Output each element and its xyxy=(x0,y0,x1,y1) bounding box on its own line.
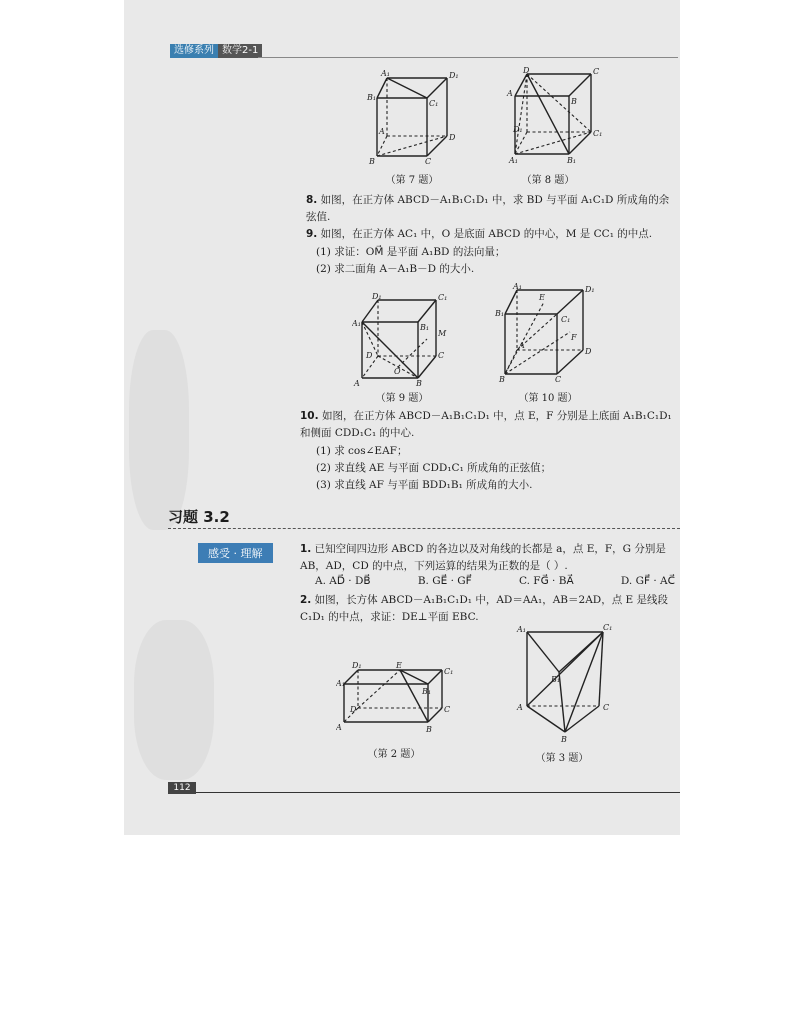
problem-number: 10. xyxy=(300,410,319,422)
svg-text:A₁: A₁ xyxy=(513,282,522,291)
svg-text:D: D xyxy=(366,351,373,360)
problem-8 xyxy=(306,192,676,226)
header-rule xyxy=(258,57,678,58)
figure-10-cube xyxy=(495,282,600,386)
figure-8-cube xyxy=(505,66,605,166)
section-rule xyxy=(168,528,680,529)
svg-text:D₁: D₁ xyxy=(352,661,362,670)
exercise-1-choices xyxy=(315,575,675,587)
problem-9 xyxy=(306,226,676,243)
svg-text:B: B xyxy=(369,157,375,166)
svg-text:A₁: A₁ xyxy=(509,156,518,165)
series-label: 选修系列 xyxy=(170,44,218,58)
svg-text:D: D xyxy=(350,705,357,714)
choice-c: C. FG⃗ · BA⃗ xyxy=(518,575,574,587)
scan-shadow xyxy=(129,330,189,530)
figure-9-caption: （第 9 题） xyxy=(375,393,429,404)
section-title: 习题 3.2 xyxy=(168,508,230,526)
footer-rule xyxy=(196,792,680,793)
svg-text:A₁: A₁ xyxy=(352,319,361,328)
problem-9-part-2: (2) 求二面角 A－A₁B－D 的大小. xyxy=(316,263,475,275)
svg-text:B: B xyxy=(416,379,422,388)
svg-text:D: D xyxy=(585,347,592,356)
problem-text: 如图，在正方体 AC₁ 中，O 是底面 ABCD 的中心，M 是 CC₁ 的中点. xyxy=(320,228,653,240)
page-number: 112 xyxy=(168,782,196,794)
exercise-text: 如图，长方体 ABCD－A₁B₁C₁D₁ 中，AD＝AA₁，AB＝2AD，点 E 是线段 C₁D₁ 的中点，求证：DE⊥平面 EBC. xyxy=(300,594,669,623)
svg-text:C: C xyxy=(603,703,610,712)
svg-text:C: C xyxy=(593,67,600,76)
svg-text:M: M xyxy=(438,329,447,338)
svg-text:B₁: B₁ xyxy=(495,309,505,318)
figure-10-caption: （第 10 题） xyxy=(518,393,578,404)
problem-number: 8. xyxy=(306,194,318,206)
svg-text:A: A xyxy=(379,127,385,136)
figure-9-cube xyxy=(352,292,452,388)
svg-text:C: C xyxy=(555,375,562,384)
problem-text: 如图，在正方体 ABCD－A₁B₁C₁D₁ 中，求 BD 与平面 A₁C₁D 所成角的余弦值. xyxy=(306,194,670,223)
problem-10 xyxy=(300,408,676,442)
svg-text:D: D xyxy=(449,133,456,142)
section-badge: 感受 · 理解 xyxy=(198,543,273,563)
exercise-number: 1. xyxy=(300,543,312,555)
svg-text:D₁: D₁ xyxy=(449,71,459,80)
svg-text:B₁: B₁ xyxy=(420,323,430,332)
svg-text:A₁: A₁ xyxy=(381,69,390,78)
page-header xyxy=(170,44,262,58)
figure-7-caption: （第 7 题） xyxy=(385,175,439,186)
svg-text:B₁: B₁ xyxy=(367,93,377,102)
choice-d: D. GF⃗ · AC⃗ xyxy=(620,575,675,587)
svg-text:D₁: D₁ xyxy=(513,125,523,134)
svg-text:F: F xyxy=(571,333,577,342)
svg-text:C₁: C₁ xyxy=(561,315,571,324)
svg-text:A₁: A₁ xyxy=(517,625,526,634)
problem-10-part-1: (1) 求 cos∠EAF； xyxy=(316,445,408,457)
book-label: 数学2-1 xyxy=(218,44,262,58)
svg-text:A: A xyxy=(517,703,523,712)
problem-number: 9. xyxy=(306,228,318,240)
problem-text: 如图，在正方体 ABCD－A₁B₁C₁D₁ 中，点 E，F 分别是上底面 A₁B₁C₁D₁ 和侧面 CDD₁C₁ 的中心. xyxy=(300,410,672,439)
exercise-1 xyxy=(300,541,676,575)
choice-b: B. GE⃗ · GF⃗ xyxy=(417,575,472,587)
svg-text:A: A xyxy=(354,379,360,388)
figure-3-prism xyxy=(515,624,620,744)
svg-text:C₁: C₁ xyxy=(444,667,454,676)
svg-text:A₁: A₁ xyxy=(336,679,345,688)
figure-8-caption: （第 8 题） xyxy=(521,175,575,186)
svg-text:C₁: C₁ xyxy=(438,293,448,302)
svg-text:D₁: D₁ xyxy=(372,292,382,301)
problem-10-part-3: (3) 求直线 AF 与平面 BDD₁B₁ 所成角的大小. xyxy=(316,479,533,491)
svg-text:B: B xyxy=(499,375,505,384)
svg-text:B: B xyxy=(561,735,567,744)
problem-9-part-1: (1) 求证：OM⃗ 是平面 A₁BD 的法向量； xyxy=(316,246,506,258)
svg-text:D: D xyxy=(523,66,530,75)
exercise-2 xyxy=(300,592,676,626)
svg-text:C₁: C₁ xyxy=(429,99,439,108)
svg-text:B₁: B₁ xyxy=(551,675,561,684)
svg-text:B₁: B₁ xyxy=(422,687,432,696)
figure-3-caption: （第 3 题） xyxy=(535,753,589,764)
svg-text:C₁: C₁ xyxy=(593,129,603,138)
svg-text:C₁: C₁ xyxy=(603,624,613,632)
problem-10-part-2: (2) 求直线 AE 与平面 CDD₁C₁ 所成角的正弦值； xyxy=(316,462,552,474)
svg-text:A: A xyxy=(336,723,342,732)
svg-text:D₁: D₁ xyxy=(585,285,595,294)
svg-text:C: C xyxy=(425,157,432,166)
scan-shadow xyxy=(134,620,214,780)
exercise-number: 2. xyxy=(300,594,312,606)
svg-text:E: E xyxy=(396,661,402,670)
svg-text:B: B xyxy=(571,97,577,106)
svg-text:A: A xyxy=(519,341,525,350)
svg-text:C: C xyxy=(438,351,445,360)
svg-text:A: A xyxy=(507,89,513,98)
figure-2-caption: （第 2 题） xyxy=(367,749,421,760)
svg-text:E: E xyxy=(539,293,545,302)
svg-text:C: C xyxy=(444,705,451,714)
figure-7-cube xyxy=(365,68,465,166)
choice-a: A. AD⃗ · DB⃗ xyxy=(315,575,371,587)
figure-2-cuboid xyxy=(336,660,456,738)
svg-text:O: O xyxy=(394,367,401,376)
page-footer xyxy=(168,782,680,792)
svg-text:B₁: B₁ xyxy=(567,156,577,165)
svg-text:B: B xyxy=(426,725,432,734)
exercise-text: 已知空间四边形 ABCD 的各边以及对角线的长都是 a，点 E，F，G 分别是 AB，AD，CD 的中点，下列运算的结果为正数的是（ ）. xyxy=(300,543,666,572)
